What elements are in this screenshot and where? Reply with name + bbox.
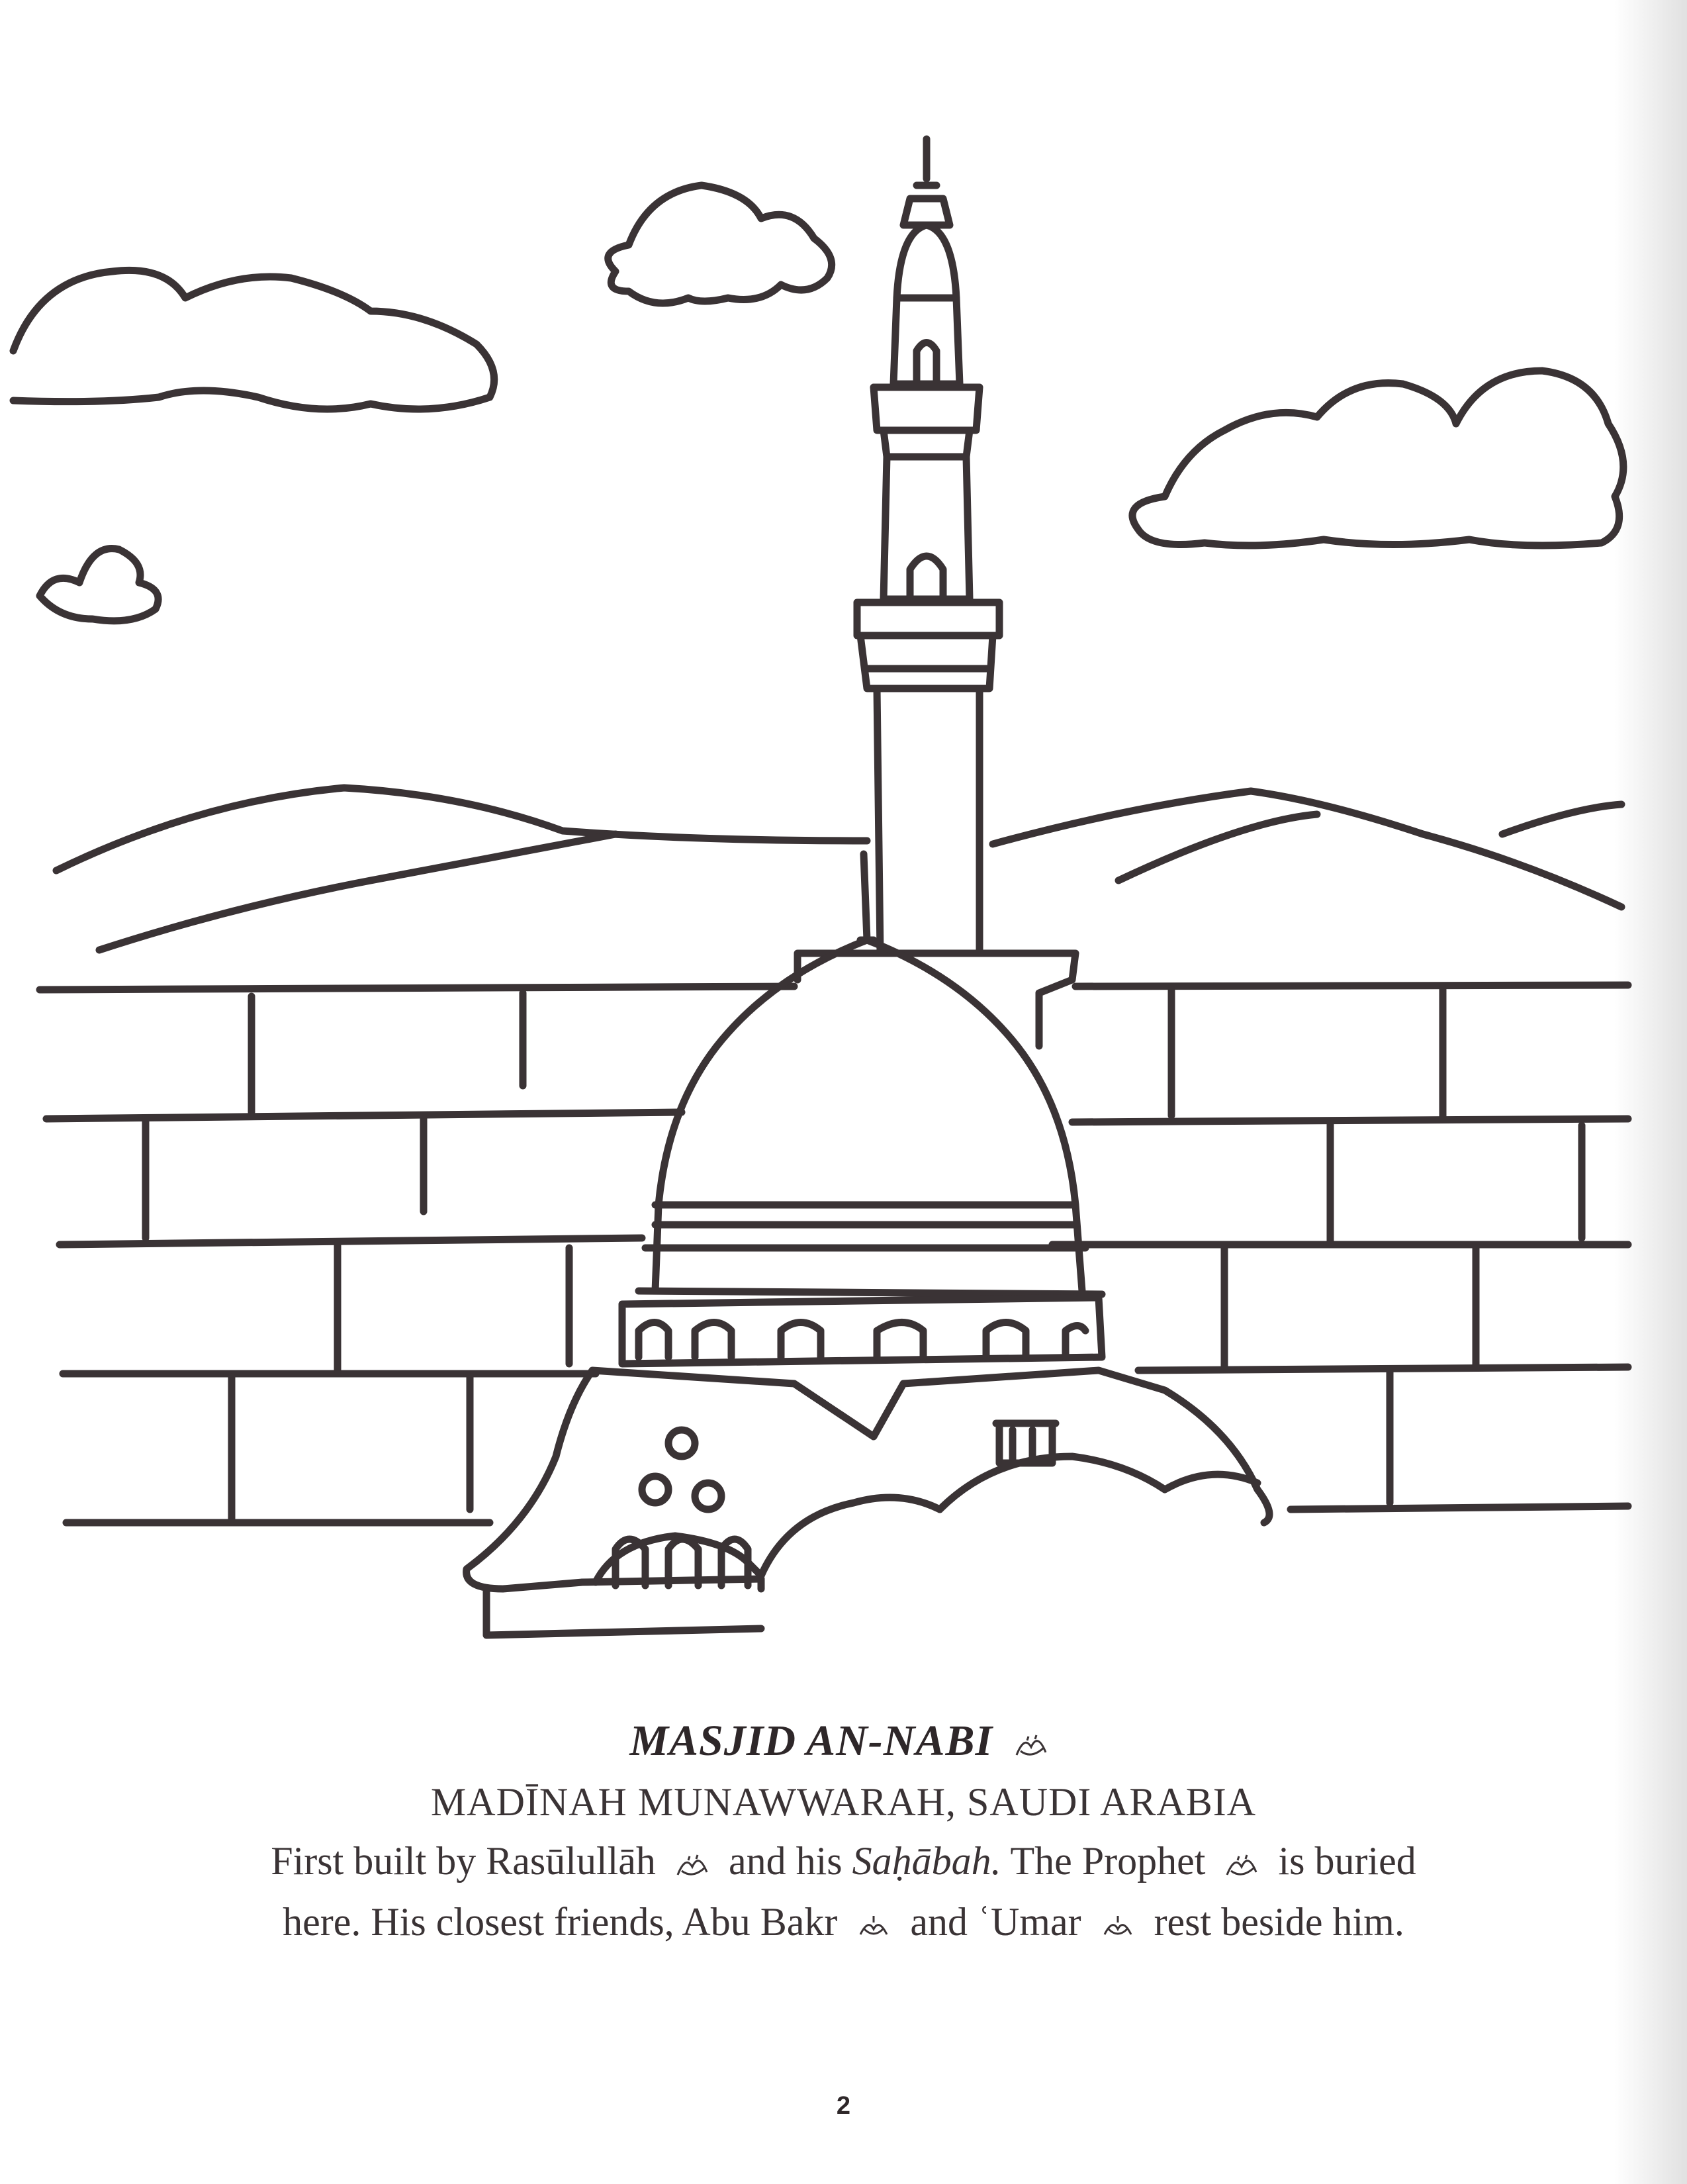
description-line-1 <box>0 1834 1687 1888</box>
small-dome-2 <box>761 1497 940 1576</box>
minaret-window-mid <box>910 556 943 596</box>
mountain-line-3 <box>993 791 1621 907</box>
desc-text: here. His closest friends, Abu Bakr <box>283 1900 838 1944</box>
dome-finial <box>860 854 874 940</box>
radiyallahu-glyph-icon <box>854 1909 893 1942</box>
round-window-2 <box>642 1476 668 1503</box>
desc-text: and ʿUmar <box>910 1900 1081 1944</box>
desc-text: First built by Rasūlullāh <box>271 1839 656 1883</box>
desc-text: rest beside him. <box>1154 1900 1404 1944</box>
page-number: 2 <box>836 2092 851 2120</box>
round-window-1 <box>668 1430 695 1456</box>
wall-row-3 <box>60 1238 1628 1245</box>
wall-row-2 <box>46 1112 1628 1122</box>
minaret-cap <box>897 225 956 298</box>
minaret-base <box>798 953 1075 1046</box>
minaret-mid <box>884 457 970 599</box>
page-title <box>0 1715 1687 1768</box>
minaret-balcony-1 <box>874 387 980 457</box>
radiyallahu-glyph-icon <box>1098 1909 1138 1942</box>
drum-arches <box>639 1323 1085 1358</box>
mountain-line-5 <box>1502 804 1621 834</box>
minaret-window-top <box>917 343 936 381</box>
cloud-left <box>13 270 494 409</box>
wall-row-1 <box>40 985 1628 990</box>
wall-joints <box>146 990 1582 1523</box>
salutation-glyph-icon <box>1011 1729 1051 1762</box>
minaret-balcony-2 <box>857 602 999 688</box>
dome-bands <box>639 1205 1102 1294</box>
desc-text: The Prophet <box>1010 1839 1206 1883</box>
salutation-glyph-icon <box>672 1848 712 1881</box>
cloud-small <box>40 549 158 621</box>
description-line-2 <box>0 1895 1687 1949</box>
title-text: MASJID AN-NABI <box>629 1717 993 1765</box>
desc-text: is buried <box>1278 1839 1416 1883</box>
minaret-shaft <box>877 688 980 953</box>
round-window-3 <box>695 1483 721 1509</box>
mountain-line-2 <box>99 834 616 950</box>
location-subtitle: MADĪNAH MUNAWWARAH, SAUDI ARABIA <box>430 1780 1257 1824</box>
wall-row-5 <box>66 1506 1628 1523</box>
sahabah-italic: Saḥābah. <box>852 1839 1001 1883</box>
minaret-tip <box>903 139 950 225</box>
small-dome-3 <box>940 1456 1257 1509</box>
cloud-top <box>608 185 832 303</box>
mountain-line <box>56 788 867 871</box>
salutation-glyph-icon <box>1222 1848 1261 1881</box>
desc-text: and his <box>728 1839 843 1883</box>
caption-block <box>0 1715 1687 1949</box>
dome-outline <box>655 940 1082 1291</box>
mountain-line-4 <box>1118 814 1317 880</box>
cloud-right <box>1132 371 1623 546</box>
